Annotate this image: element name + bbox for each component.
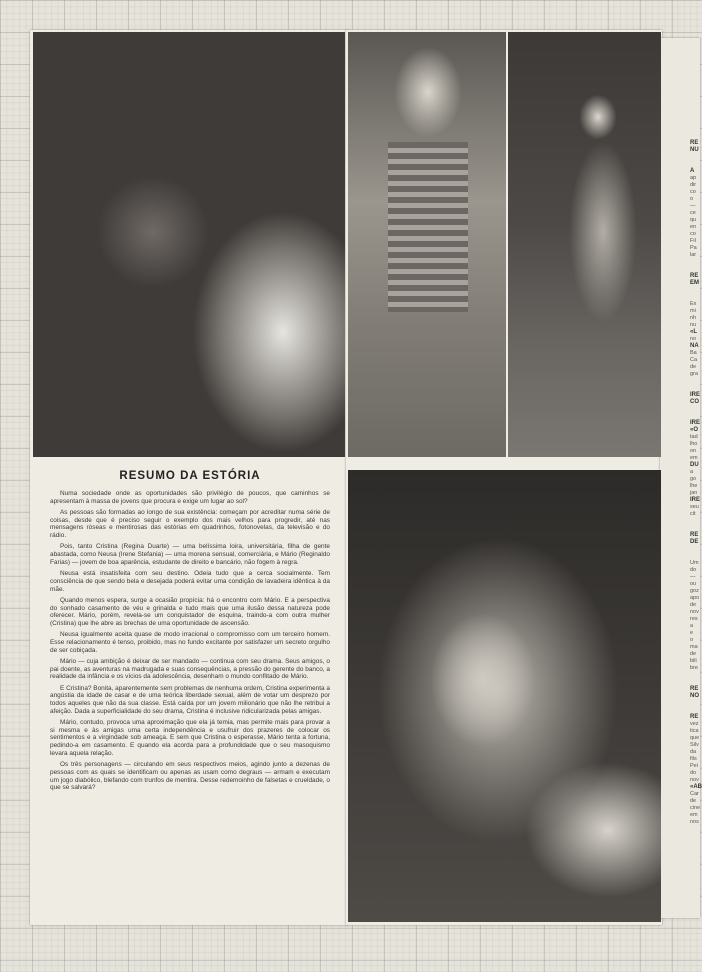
column-text-fragment: em bbox=[690, 812, 698, 818]
column-break bbox=[690, 378, 700, 392]
column-text-fragment: go bbox=[690, 476, 697, 482]
story-paragraph: As pessoas são formadas ao longo de sua existência: começam por acreditar numa série de coisas, desde que é preciso seguir o exemplo dos mais velhos para progredir, até nas mensagens róseas e mentirosas das estórias em quadrinhos, fotonovelas, da televisão e do rádio. bbox=[50, 509, 330, 540]
column-heading-fragment: DU bbox=[690, 462, 699, 468]
column-text-fragment: res bbox=[690, 616, 698, 622]
column-heading-fragment: «L bbox=[690, 329, 698, 335]
story-paragraph: Mário — cuja ambição é deixar de ser mandado — continua com seu drama. Seus amigos, o pai doente, as aventuras na madrugada e suas consequências, a pressão do gerente do banco, a realidade da infância e os vícios da adolescência, desenham o mundo conflitado de Mário. bbox=[50, 657, 330, 681]
column-text-fragment: ou bbox=[690, 581, 697, 587]
column-text-fragment: dir bbox=[690, 182, 697, 188]
story-summary-panel bbox=[40, 462, 340, 917]
column-text-fragment: da bbox=[690, 749, 697, 755]
column-text-fragment: o bbox=[690, 196, 694, 202]
column-text-fragment: nos bbox=[690, 819, 699, 825]
photo-woman-striped-dress bbox=[348, 32, 506, 457]
column-heading-fragment: RE bbox=[690, 686, 699, 692]
column-heading-fragment: EM bbox=[690, 280, 699, 286]
column-text-fragment: jan bbox=[690, 490, 698, 496]
story-paragraph: Neusa está insatisfeita com seu destino. Odeia tudo que a cerca socialmente. Tem consciência de que sendo bela e desejada poderá evitar uma condição de lavadeira idêntica à da mãe. bbox=[50, 570, 330, 593]
story-summary-title: RESUMO DA ESTÓRIA bbox=[119, 470, 261, 482]
column-text-fragment: que bbox=[690, 735, 700, 741]
column-text-fragment: bre bbox=[690, 665, 698, 671]
column-text-fragment: nov bbox=[690, 777, 699, 783]
column-text-fragment: goz bbox=[690, 588, 699, 594]
column-break bbox=[690, 154, 700, 168]
column-text-fragment: bili bbox=[690, 658, 697, 664]
column-text-fragment: co bbox=[690, 231, 696, 237]
photo-woman-light-dress bbox=[508, 32, 661, 457]
column-text-fragment: Pei bbox=[690, 763, 698, 769]
column-text-fragment: co bbox=[690, 189, 696, 195]
column-break bbox=[690, 287, 700, 301]
column-heading-fragment: NA bbox=[690, 343, 699, 349]
story-paragraph: Neusa igualmente aceita quase de modo irracional o compromisso com um terceiro homem. Esse relacionamento é tenso, proibido, mas no fundo excitante por satisfazer um secreto orgulho de ser cobiçada. bbox=[50, 631, 330, 654]
column-text-fragment: cine bbox=[690, 805, 701, 811]
column-heading-fragment: IRE bbox=[690, 420, 701, 426]
column-text-fragment: lhe bbox=[690, 483, 698, 489]
column-text-fragment: Um bbox=[690, 560, 699, 566]
column-heading-fragment: DE bbox=[690, 539, 699, 545]
column-text-fragment: do bbox=[690, 770, 697, 776]
column-text-fragment: fils bbox=[690, 756, 697, 762]
column-text-fragment: no bbox=[690, 336, 697, 342]
story-paragraph: Numa sociedade onde as oportunidades são privilégio de poucos, que caminhos se apresentam à massa de jovens que procura e exige um lugar ao sol? bbox=[50, 490, 330, 505]
column-text-fragment: Car bbox=[690, 791, 699, 797]
column-text-fragment: e bbox=[690, 630, 694, 636]
column-text-fragment: de bbox=[690, 602, 697, 608]
column-text-fragment: nh bbox=[690, 315, 697, 321]
column-text-fragment: Ca bbox=[690, 357, 698, 363]
column-break bbox=[690, 259, 700, 273]
column-text-fragment: apo bbox=[690, 595, 700, 601]
column-text-fragment: en bbox=[690, 224, 697, 230]
story-paragraph: Pois, tanto Cristina (Regina Duarte) — uma belíssima loira, universitária, filha de gente abastada, como Neusa (Irene Stefania) — uma morena sensual, comerciária, e Mário (Reginaldo Farias) — jovem de boa aparência, estudante de direito e bancário, não fogem à regra. bbox=[50, 543, 330, 566]
column-break bbox=[690, 406, 700, 420]
column-text-fragment: vez bbox=[690, 721, 699, 727]
column-text-fragment: ce bbox=[690, 210, 696, 216]
column-text-fragment: nov bbox=[690, 609, 699, 615]
story-paragraph: E Cristina? Bonita, aparentemente sem problemas de nenhuma ordem, Cristina experimenta a angústia da idade de casar e de uma teórica liberdade sexual, além de votar um desprezo por todos aqueles que não da sua classe. Está caída por um jovem milionário que não lhe retribui a afeição. Dada a superficialidade do seu drama, Cristina é inclusive ridicularizada pelas amigas. bbox=[50, 684, 330, 715]
column-text-fragment: Ba bbox=[690, 350, 697, 356]
column-heading-fragment: RE bbox=[690, 714, 699, 720]
photo-couple-kissing bbox=[33, 32, 345, 457]
column-text-fragment: cit bbox=[690, 511, 696, 517]
column-text-fragment: gra bbox=[690, 371, 698, 377]
column-text-fragment: a bbox=[690, 623, 694, 629]
column-text-fragment: de bbox=[690, 651, 697, 657]
cropped-side-column bbox=[690, 140, 700, 900]
story-paragraph: Quando menos espera, surge a ocasião propícia: há o encontro com Mário. E a perspectiva do sonhado casamento de véu e grinalda e tudo mais que uma ilusão dessa natureza pode oferecer. Mário, porém, revela-se um conquistador de esquina, traindo-a com outra mulher (Cristina) que lhe abre as brechas de uma oportunidade de ascensão. bbox=[50, 596, 330, 627]
column-text-fragment: Fil bbox=[690, 238, 696, 244]
column-text-fragment: lar bbox=[690, 252, 697, 258]
column-break bbox=[690, 672, 700, 686]
column-text-fragment: seu bbox=[690, 504, 699, 510]
column-text-fragment: qu bbox=[690, 217, 697, 223]
story-paragraph: Os três personagens — circulando em seus respectivos meios, agindo junto a dezenas de pessoas com as quais se identificam ou apenas as usam como degraus — armam e executam um jogo diabólico, blefando com trunfos de mentira. Desse redemoinho de falsetas e crueldade, o que se salvará? bbox=[50, 761, 330, 792]
column-text-fragment: Silv bbox=[690, 742, 699, 748]
column-heading-fragment: NO bbox=[690, 693, 699, 699]
column-heading-fragment: A bbox=[690, 168, 695, 174]
column-text-fragment: — bbox=[690, 203, 696, 209]
story-paragraph: Mário, contudo, provoca uma aproximação que ela já temia, mas permite mais para provar a si mesma e às amigas uma certa independência e usufruir dos prazeres de colocar os sentimentos e a virgindade sob ameaça. E sem que Cristina o esperasse, Mário tenta a fortuna, pedindo-a em casamento. E quando ela acorda para a profundidade que o seu masoquismo levara aquela relação. bbox=[50, 719, 330, 757]
column-heading-fragment: RE bbox=[690, 532, 699, 538]
column-heading-fragment: RE bbox=[690, 140, 699, 146]
column-text-fragment: mi bbox=[690, 308, 696, 314]
column-break bbox=[690, 700, 700, 714]
column-text-fragment: de bbox=[690, 364, 697, 370]
column-text-fragment: on bbox=[690, 448, 697, 454]
photo-blonde-portrait bbox=[348, 470, 661, 922]
column-text-fragment: tica bbox=[690, 728, 699, 734]
column-text-fragment: Pa bbox=[690, 245, 697, 251]
column-break bbox=[690, 546, 700, 560]
column-heading-fragment: RE bbox=[690, 273, 699, 279]
column-text-fragment: o bbox=[690, 637, 694, 643]
column-text-fragment: nu bbox=[690, 322, 697, 328]
column-heading-fragment: CO bbox=[690, 399, 699, 405]
column-text-fragment: ma bbox=[690, 644, 698, 650]
column-heading-fragment: IRE bbox=[690, 497, 701, 503]
column-text-fragment: do bbox=[690, 567, 697, 573]
column-text-fragment: a bbox=[690, 469, 694, 475]
column-heading-fragment: «O bbox=[690, 427, 699, 433]
column-text-fragment: ap bbox=[690, 175, 697, 181]
column-text-fragment: lho bbox=[690, 441, 698, 447]
column-heading-fragment: NU bbox=[690, 147, 699, 153]
column-break bbox=[690, 518, 700, 532]
column-heading-fragment: IRE bbox=[690, 392, 701, 398]
column-text-fragment: tad bbox=[690, 434, 698, 440]
column-text-fragment: Ex bbox=[690, 301, 697, 307]
column-text-fragment: em bbox=[690, 455, 698, 461]
column-text-fragment: — bbox=[690, 574, 696, 580]
column-heading-fragment: «AB bbox=[690, 784, 702, 790]
column-text-fragment: de bbox=[690, 798, 697, 804]
